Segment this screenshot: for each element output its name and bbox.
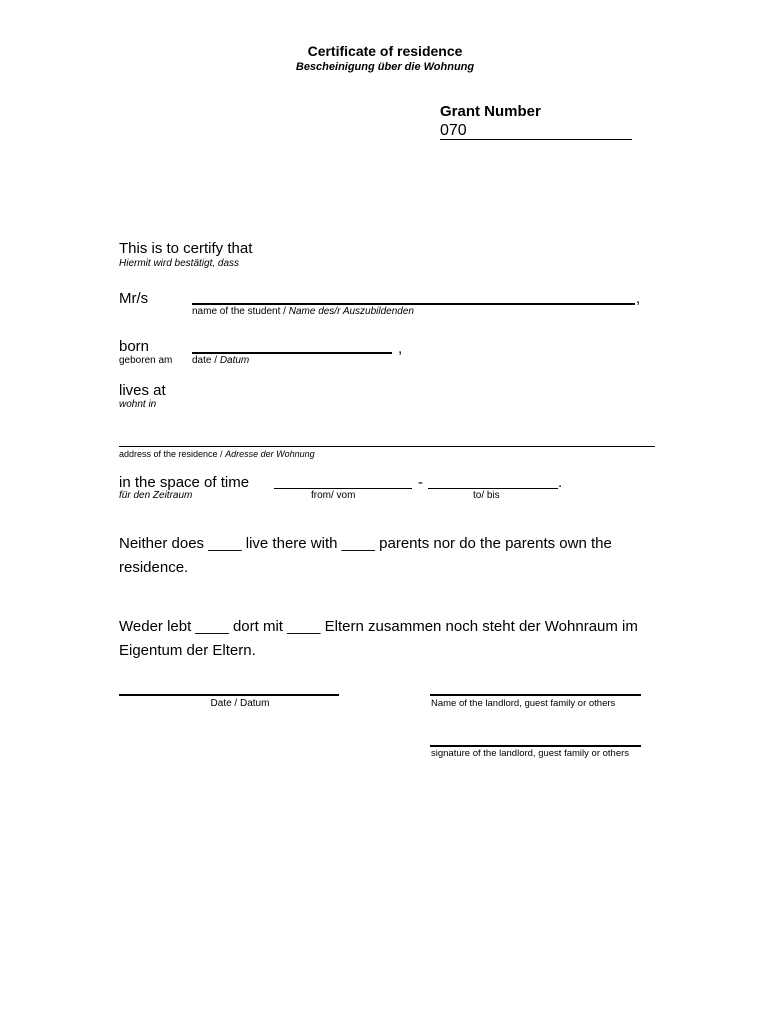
- landlord-signature-field[interactable]: [430, 745, 641, 747]
- address-caption-de: Adresse der Wohnung: [225, 449, 315, 459]
- document-title: Certificate of residence: [307, 43, 463, 59]
- period-dash: -: [418, 474, 423, 491]
- born-caption: [192, 355, 249, 366]
- grant-number-label: Grant Number: [440, 103, 541, 120]
- certify-text: This is to certify that: [119, 240, 253, 257]
- birth-date-field[interactable]: [192, 352, 392, 354]
- period-from-field[interactable]: [274, 488, 412, 489]
- landlord-name-field[interactable]: [430, 694, 641, 696]
- date-caption: Date / Datum: [210, 698, 270, 709]
- born-label-de: geboren am: [119, 355, 173, 366]
- period-from-caption: from/ vom: [311, 490, 356, 501]
- period-end: .: [558, 474, 563, 491]
- statement-en: Neither does ____ live there with ____ parents nor do the parents own the residence.: [119, 535, 612, 576]
- date-signature-field[interactable]: [119, 694, 339, 696]
- period-to-caption: to/ bis: [473, 490, 500, 501]
- landlord-name-caption: Name of the landlord, guest family or others: [431, 698, 616, 709]
- grant-number-field[interactable]: 070: [440, 122, 632, 140]
- landlord-signature-caption: signature of the landlord, guest family or others: [431, 748, 630, 759]
- lives-label-de: wohnt in: [119, 399, 157, 410]
- student-comma: ,: [636, 290, 641, 307]
- born-label: born: [119, 338, 150, 355]
- address-field[interactable]: [119, 446, 655, 447]
- document-subtitle: Bescheinigung über die Wohnung: [295, 61, 475, 73]
- student-name-field[interactable]: [192, 303, 635, 305]
- certify-text-de: Hiermit wird bestätigt, dass: [119, 258, 240, 269]
- born-comma: ,: [398, 340, 403, 357]
- student-label: Mr/s: [119, 290, 149, 307]
- period-to-field[interactable]: [428, 488, 558, 489]
- lives-label: lives at: [119, 382, 166, 399]
- period-label-de: für den Zeitraum: [119, 490, 193, 501]
- student-caption-de: Name des/r Auszubildenden: [288, 306, 414, 317]
- student-caption-en: name of the student /: [192, 306, 289, 317]
- student-caption: [192, 306, 414, 317]
- period-label: in the space of time: [119, 474, 250, 491]
- born-caption-en: date /: [192, 355, 220, 366]
- address-caption: [119, 449, 315, 459]
- born-caption-de: Datum: [219, 355, 250, 366]
- statement-de: Weder lebt ____ dort mit ____ Eltern zusammen noch steht der Wohnraum im Eigentum der Eltern.: [119, 618, 638, 659]
- address-caption-en: address of the residence /: [119, 449, 226, 459]
